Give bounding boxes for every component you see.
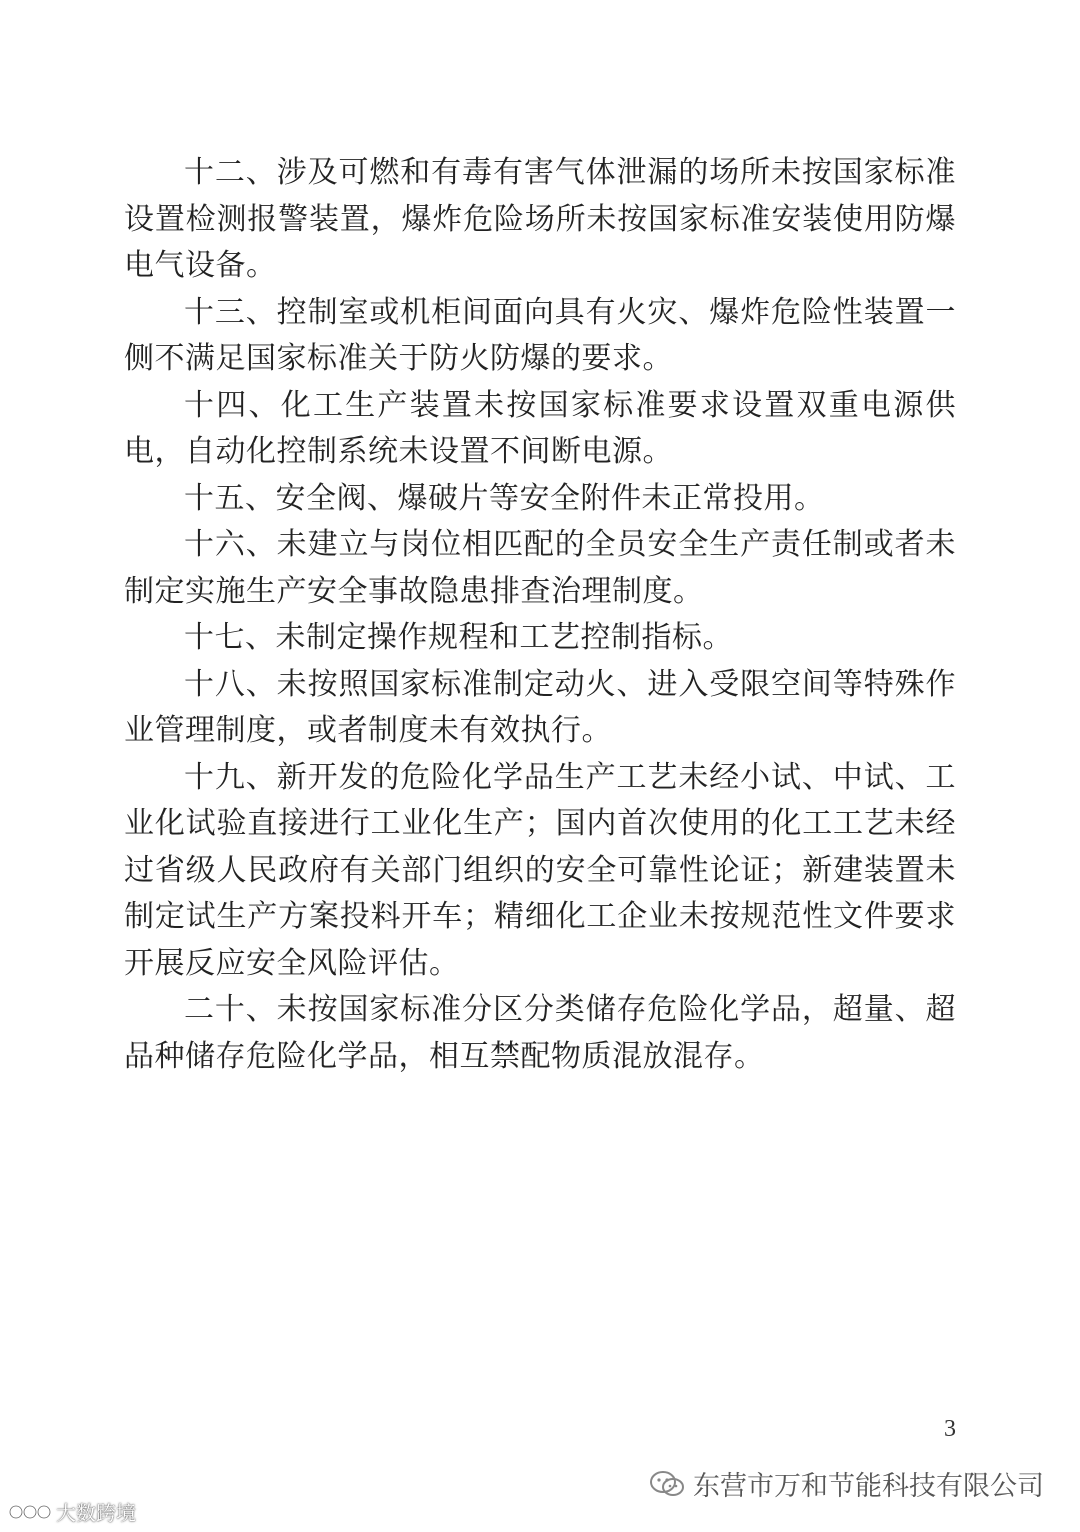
paragraph-13: 十三、控制室或机柜间面向具有火灾、爆炸危险性装置一侧不满足国家标准关于防火防爆的要求。	[124, 294, 956, 376]
wechat-icon	[649, 1470, 685, 1498]
source-watermark	[8, 1497, 136, 1526]
paragraph-20: 二十、未按国家标准分区分类储存危险化学品，超量、超品种储存危险化学品，相互禁配物质混放混存。	[124, 992, 956, 1074]
publisher-watermark	[649, 1464, 1044, 1503]
paragraph-19: 十九、新开发的危险化学品生产工艺未经小试、中试、工业化试验直接进行工业化生产；国内首次使用的化工工艺未经过省级人民政府有关部门组织的安全可靠性论证；新建装置未制定试生产方案投料开车；精细化工企业未按规范性文件要求开展反应安全风险评估。	[124, 759, 956, 981]
publisher-name: 东营市万和节能科技有限公司	[693, 1471, 1044, 1502]
paragraph-12: 十二、涉及可燃和有毒有害气体泄漏的场所未按国家标准设置检测报警装置，爆炸危险场所未按国家标准安装使用防爆电气设备。	[124, 155, 956, 283]
paragraph-14: 十四、化工生产装置未按国家标准要求设置双重电源供电，自动化控制系统未设置不间断电源。	[124, 387, 956, 469]
paragraph-15: 十五、安全阀、爆破片等安全附件未正常投用。	[184, 480, 825, 516]
page-number: 3	[944, 1416, 956, 1442]
paragraph-18: 十八、未按照国家标准制定动火、进入受限空间等特殊作业管理制度，或者制度未有效执行。	[124, 666, 956, 748]
paragraph-16: 十六、未建立与岗位相匹配的全员安全生产责任制或者未制定实施生产安全事故隐患排查治理制度。	[124, 527, 956, 609]
document-body	[124, 150, 956, 1080]
logo-mark	[8, 1501, 52, 1523]
paragraph-17: 十七、未制定操作规程和工艺控制指标。	[184, 620, 733, 655]
source-name: 大数跨境	[56, 1501, 136, 1525]
